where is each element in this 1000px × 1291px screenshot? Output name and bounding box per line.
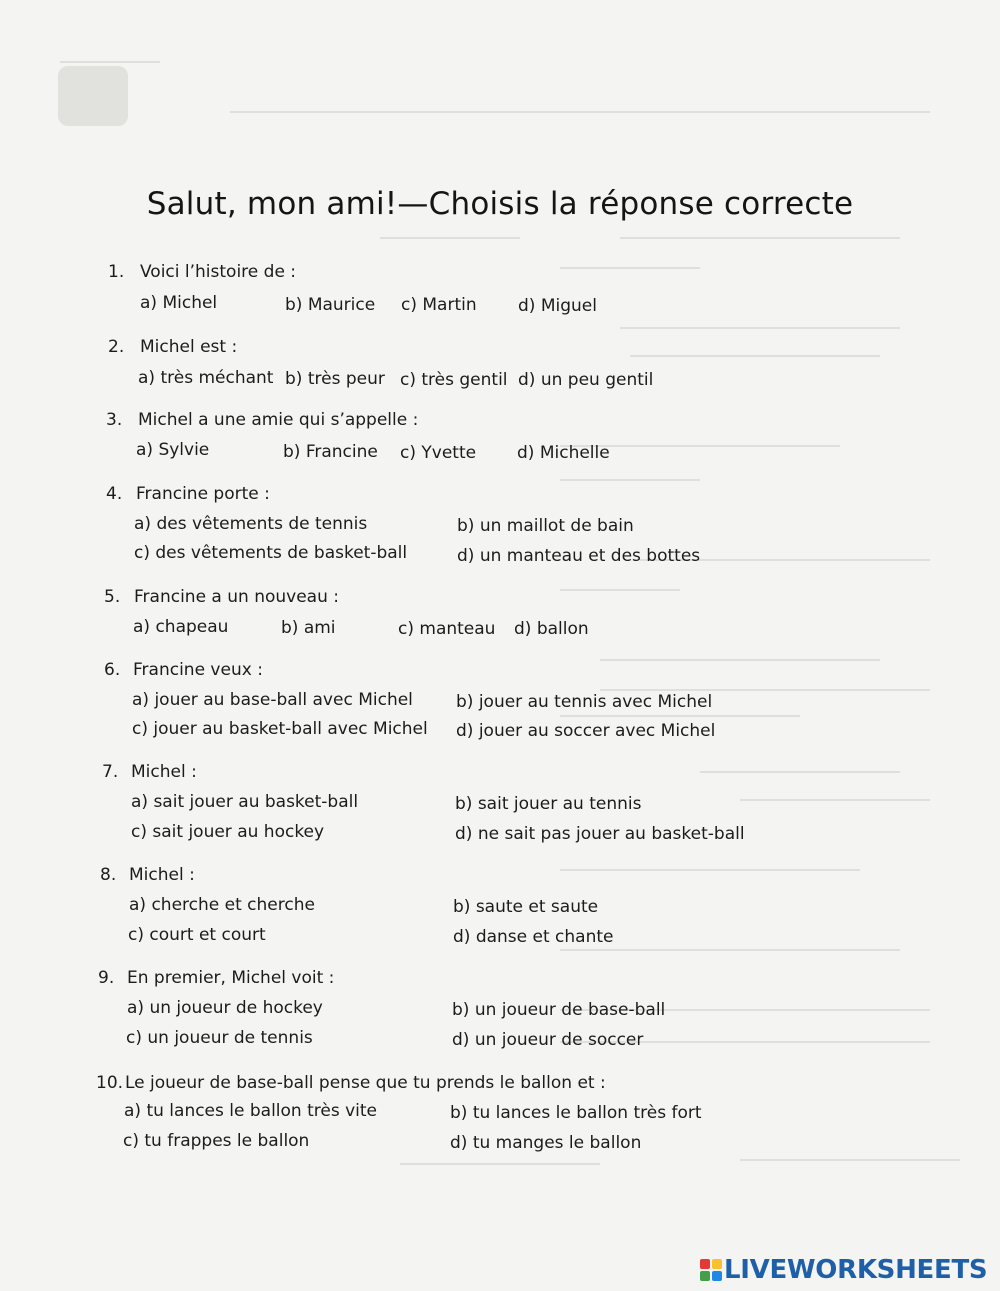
question-prompt: Voici l’histoire de : bbox=[140, 262, 297, 282]
answer-option-c[interactable]: c) Martin bbox=[401, 295, 477, 315]
brand-name: LIVEWORKSHEETS bbox=[724, 1255, 988, 1285]
question-prompt: Michel : bbox=[131, 762, 197, 782]
question-number: 6. bbox=[104, 660, 121, 680]
answer-option-b[interactable]: b) très peur bbox=[285, 369, 385, 389]
answer-option-d[interactable]: d) ballon bbox=[514, 619, 589, 639]
answer-option-c[interactable]: c) manteau bbox=[398, 619, 496, 639]
answer-option-d[interactable]: d) un peu gentil bbox=[518, 370, 654, 390]
answer-option-a[interactable]: a) tu lances le ballon très vite bbox=[124, 1101, 378, 1121]
answer-option-a[interactable]: a) Sylvie bbox=[136, 440, 210, 460]
answer-option-b[interactable]: b) saute et saute bbox=[453, 897, 599, 917]
worksheet-title: Salut, mon ami!—Choisis la réponse correcte bbox=[146, 186, 854, 222]
answer-option-a[interactable]: a) jouer au base-ball avec Michel bbox=[132, 690, 413, 710]
answer-option-b[interactable]: b) Francine bbox=[283, 442, 378, 462]
answer-option-a[interactable]: a) Michel bbox=[140, 293, 218, 313]
answer-option-b[interactable]: b) jouer au tennis avec Michel bbox=[456, 692, 713, 712]
question-number: 4. bbox=[106, 484, 123, 504]
question-number: 2. bbox=[108, 337, 125, 357]
question-prompt: Michel a une amie qui s’appelle : bbox=[138, 410, 419, 430]
answer-option-c[interactable]: c) jouer au basket-ball avec Michel bbox=[132, 719, 428, 739]
answer-option-a[interactable]: a) des vêtements de tennis bbox=[134, 514, 368, 534]
question-prompt: Francine a un nouveau : bbox=[134, 587, 339, 607]
question-prompt: Francine porte : bbox=[136, 484, 270, 504]
question-number: 8. bbox=[100, 865, 117, 885]
answer-option-d[interactable]: d) tu manges le ballon bbox=[450, 1133, 642, 1153]
answer-option-b[interactable]: b) sait jouer au tennis bbox=[455, 794, 642, 814]
answer-option-a[interactable]: a) chapeau bbox=[133, 617, 229, 637]
answer-option-c[interactable]: c) court et court bbox=[128, 925, 266, 945]
logo-tile-green bbox=[700, 1271, 710, 1281]
answer-option-c[interactable]: c) des vêtements de basket-ball bbox=[134, 543, 408, 563]
answer-option-d[interactable]: d) ne sait pas jouer au basket-ball bbox=[455, 824, 745, 844]
answer-option-d[interactable]: d) un joueur de soccer bbox=[452, 1030, 644, 1050]
answer-option-c[interactable]: c) un joueur de tennis bbox=[126, 1028, 313, 1048]
answer-option-c[interactable]: c) tu frappes le ballon bbox=[123, 1131, 310, 1151]
answer-option-c[interactable]: c) Yvette bbox=[400, 443, 477, 463]
answer-option-b[interactable]: b) tu lances le ballon très fort bbox=[450, 1103, 702, 1123]
answer-option-a[interactable]: a) cherche et cherche bbox=[129, 895, 315, 915]
answer-option-d[interactable]: d) Michelle bbox=[517, 443, 610, 463]
answer-option-c[interactable]: c) sait jouer au hockey bbox=[131, 822, 325, 842]
answer-option-d[interactable]: d) danse et chante bbox=[453, 927, 614, 947]
liveworksheets-brand[interactable] bbox=[700, 1255, 996, 1285]
answer-option-d[interactable]: d) un manteau et des bottes bbox=[457, 546, 701, 566]
question-prompt: Francine veux : bbox=[133, 660, 263, 680]
liveworksheets-logo-icon bbox=[700, 1259, 722, 1281]
question-prompt: Michel : bbox=[129, 865, 195, 885]
answer-option-b[interactable]: b) Maurice bbox=[285, 295, 376, 315]
logo-tile-yellow bbox=[712, 1259, 722, 1269]
question-prompt: En premier, Michel voit : bbox=[127, 968, 335, 988]
answer-option-b[interactable]: b) ami bbox=[281, 618, 336, 638]
logo-tile-blue bbox=[712, 1271, 722, 1281]
question-number: 7. bbox=[102, 762, 119, 782]
answer-option-d[interactable]: d) jouer au soccer avec Michel bbox=[456, 721, 716, 741]
logo-tile-red bbox=[700, 1259, 710, 1269]
question-prompt: Michel est : bbox=[140, 337, 238, 357]
answer-option-d[interactable]: d) Miguel bbox=[518, 296, 597, 316]
question-prompt: Le joueur de base-ball pense que tu prends le ballon et : bbox=[125, 1073, 606, 1093]
answer-option-a[interactable]: a) sait jouer au basket-ball bbox=[131, 792, 359, 812]
answer-option-a[interactable]: a) un joueur de hockey bbox=[127, 998, 323, 1018]
answer-option-a[interactable]: a) très méchant bbox=[138, 368, 274, 388]
question-number: 10. bbox=[96, 1073, 124, 1093]
question-number: 5. bbox=[104, 587, 121, 607]
question-number: 3. bbox=[106, 410, 123, 430]
answer-option-c[interactable]: c) très gentil bbox=[400, 370, 508, 390]
answer-option-b[interactable]: b) un maillot de bain bbox=[457, 516, 634, 536]
question-number: 9. bbox=[98, 968, 115, 988]
question-number: 1. bbox=[108, 262, 125, 282]
answer-option-b[interactable]: b) un joueur de base-ball bbox=[452, 1000, 666, 1020]
